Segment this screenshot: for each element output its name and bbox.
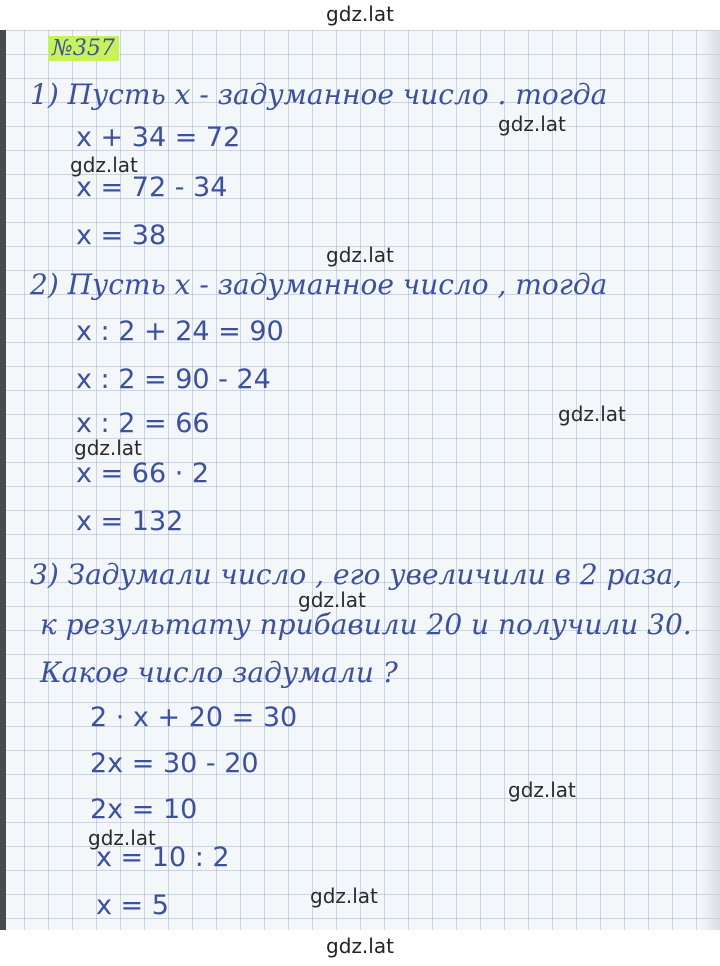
watermark-top: gdz.lat <box>326 2 394 26</box>
watermark-overlay: gdz.lat <box>508 778 576 802</box>
part3-problem-line-2: к результату прибавили 20 и получили 30. <box>40 608 692 641</box>
part2-line-4: x = 66 · 2 <box>76 458 210 489</box>
watermark-overlay: gdz.lat <box>498 112 566 136</box>
part2-heading: 2) Пусть x - задуманное число , тогда <box>30 268 608 301</box>
part3-line-2: 2x = 30 - 20 <box>90 748 259 779</box>
part2-line-3: x : 2 = 66 <box>76 408 210 439</box>
part2-line-1: x : 2 + 24 = 90 <box>76 316 284 347</box>
part3-line-3: 2x = 10 <box>90 794 198 825</box>
watermark-overlay: gdz.lat <box>70 153 138 177</box>
notebook-page <box>0 30 720 930</box>
part1-heading: 1) Пусть x - задуманное число . тогда <box>30 78 608 111</box>
watermark-overlay: gdz.lat <box>74 436 142 460</box>
part1-line-2: x = 72 - 34 <box>76 172 228 203</box>
watermark-overlay: gdz.lat <box>88 826 156 850</box>
watermark-overlay: gdz.lat <box>298 588 366 612</box>
part2-line-2: x : 2 = 90 - 24 <box>76 364 271 395</box>
part1-line-1: x + 34 = 72 <box>76 122 241 153</box>
part1-line-3: x = 38 <box>76 220 167 251</box>
part2-line-5: x = 132 <box>76 506 184 537</box>
part3-problem-line-1: 3) Задумали число , его увеличили в 2 раза, <box>30 558 683 591</box>
part3-line-4: x = 10 : 2 <box>96 842 230 873</box>
watermark-overlay: gdz.lat <box>558 402 626 426</box>
watermark-overlay: gdz.lat <box>326 243 394 267</box>
watermark-bottom: gdz.lat <box>326 934 394 958</box>
task-number: №357 <box>48 36 119 61</box>
part3-problem-line-3: Какое число задумали ? <box>40 656 398 689</box>
part3-line-1: 2 · x + 20 = 30 <box>90 702 298 733</box>
watermark-overlay: gdz.lat <box>310 884 378 908</box>
part3-line-5: x = 5 <box>96 890 169 921</box>
